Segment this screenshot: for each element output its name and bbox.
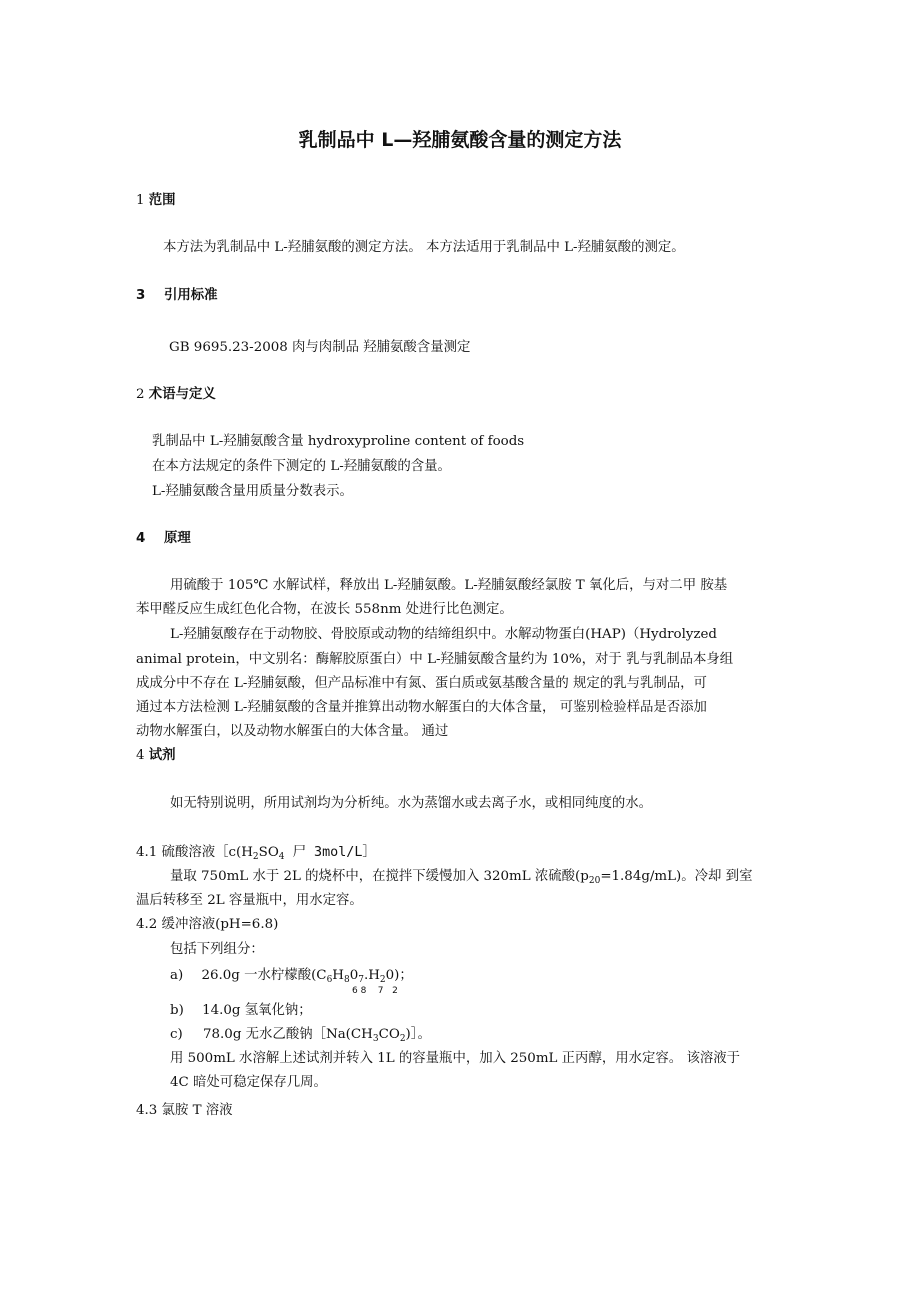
formula-text: .H [363,968,380,983]
reagent-4-1-line [170,868,752,886]
reagent-4-2-line: 用 500mL 水溶解上述试剂并转入 1L 的容量瓶中，加入 250mL 正丙醇，用水定容。 该溶液于 [170,1051,741,1066]
section-number: 1 [136,193,145,208]
reagent-4-2-intro: 包括下列组分： [170,942,264,957]
subscript: 4 [278,852,285,862]
section-heading-terms [136,386,216,404]
reagents-intro: 如无特别说明，所用试剂均为分析纯。水为蒸馏水或去离子水，或相同纯度的水。 [170,796,653,811]
subscript: 7 [358,975,364,985]
section-title: 原理 [164,531,191,546]
subscript: 3 [372,1034,379,1044]
formula-text: 0 [349,968,359,983]
list-text [201,968,412,983]
subscript: 20 [588,876,601,886]
reagent-4-2-heading: 4.2 缓冲溶液(pH=6.8) [136,917,279,932]
list-label: c) [170,1027,183,1042]
section-heading-principle [136,530,191,548]
formula-text: 78.0g 无水乙酸钠［Na(CH [203,1027,373,1042]
principle-line: 动物水解蛋白，以及动物水解蛋白的大体含量。 通过 [136,724,449,739]
subscript: 8 [343,975,350,985]
list-label: b) [170,1003,184,1018]
formula-text: H [332,968,344,983]
terms-line: L-羟脯氨酸含量用质量分数表示。 [152,484,353,499]
section-number: 4 [136,748,145,763]
section-heading-reagents [136,747,176,765]
principle-line: 用硫酸于 105℃ 水解试样，释放出 L-羟脯氨酸。L-羟脯氨酸经氯胺 T 氧化后，与对二甲 胺基 [170,578,728,593]
subscript: 2 [399,1034,406,1044]
section-number: 3 [136,288,146,303]
formula-text: )］。 [405,1027,431,1042]
terms-line: 在本方法规定的条件下测定的 L-羟脯氨酸的含量。 [152,459,451,474]
terms-line: 乳制品中 L-羟脯氨酸含量 hydroxyproline content of foods [152,434,525,449]
list-text: 14.0g 氢氧化钠； [202,1003,312,1018]
principle-line: 成成分中不存在 L-羟脯氨酸，但产品标准中有氮、蛋白质或氨基酸含量的 规定的乳与乳制品，可 [136,676,707,691]
page-title: 乳制品中 L—羟脯氨酸含量的测定方法 [298,129,622,151]
section-number: 4 [136,531,146,546]
subscript: 6 [326,975,333,985]
formula-text: 尸 3mol/L］ [284,845,376,860]
body-text: =1.84g/mL)。冷却 到室 [600,869,753,884]
reagent-4-1-heading [136,844,376,862]
list-item [170,1002,312,1020]
formula-text: CO [378,1027,400,1042]
subscript: 2 [252,852,259,862]
list-item [170,1026,431,1044]
formula-text: 4.1 硫酸溶液［c(H [136,845,253,860]
section-heading-scope [136,192,176,210]
reference-standard: GB 9695.23-2008 肉与肉制品 羟脯氨酸含量测定 [169,340,471,355]
body-text: 量取 750mL 水于 2L 的烧杯中，在搅拌下缓慢加入 320mL 浓硫酸(p [170,869,589,884]
subscript: 2 [379,975,386,985]
list-item [170,967,413,985]
reagent-4-3-heading: 4.3 氯胺 T 溶液 [136,1103,233,1118]
reagent-4-2-line: 4C 暗处可稳定保存几周。 [170,1075,327,1090]
principle-line: 苯甲醛反应生成红色化合物，在波长 558nm 处进行比色测定。 [136,602,513,617]
section-heading-references [136,287,218,305]
section-number: 2 [136,387,145,402]
formula-text: 26.0g 一水柠檬酸(C [201,968,327,983]
scope-paragraph: 本方法为乳制品中 L-羟脯氨酸的测定方法。 本方法适用于乳制品中 L-羟脯氨酸的测定。 [163,240,685,255]
principle-line: L-羟脯氨酸存在于动物胶、骨胶原或动物的结缔组织中。水解动物蛋白(HAP)（Hydrolyzed [170,627,718,642]
principle-line: 通过本方法检测 L-羟脯氨酸的含量并推算出动物水解蛋白的大体含量， 可鉴别检验样品是否添加 [136,700,707,715]
principle-line: animal protein，中文别名：酶解胶原蛋白）中 L-羟脯氨酸含量约为 10%，对于 乳与乳制品本身组 [136,652,734,667]
section-title: 术语与定义 [148,387,216,402]
reagent-4-1-line: 温后转移至 2L 容量瓶中，用水定容。 [136,893,363,908]
subscript-artifact: 6 8 7 2 [352,986,398,996]
formula-text: SO [258,845,279,860]
section-title: 范围 [148,193,176,208]
list-label: a) [170,968,184,983]
section-title: 引用标准 [164,288,218,303]
formula-text: 0)； [385,968,413,983]
section-title: 试剂 [148,748,176,763]
list-text [203,1027,431,1042]
